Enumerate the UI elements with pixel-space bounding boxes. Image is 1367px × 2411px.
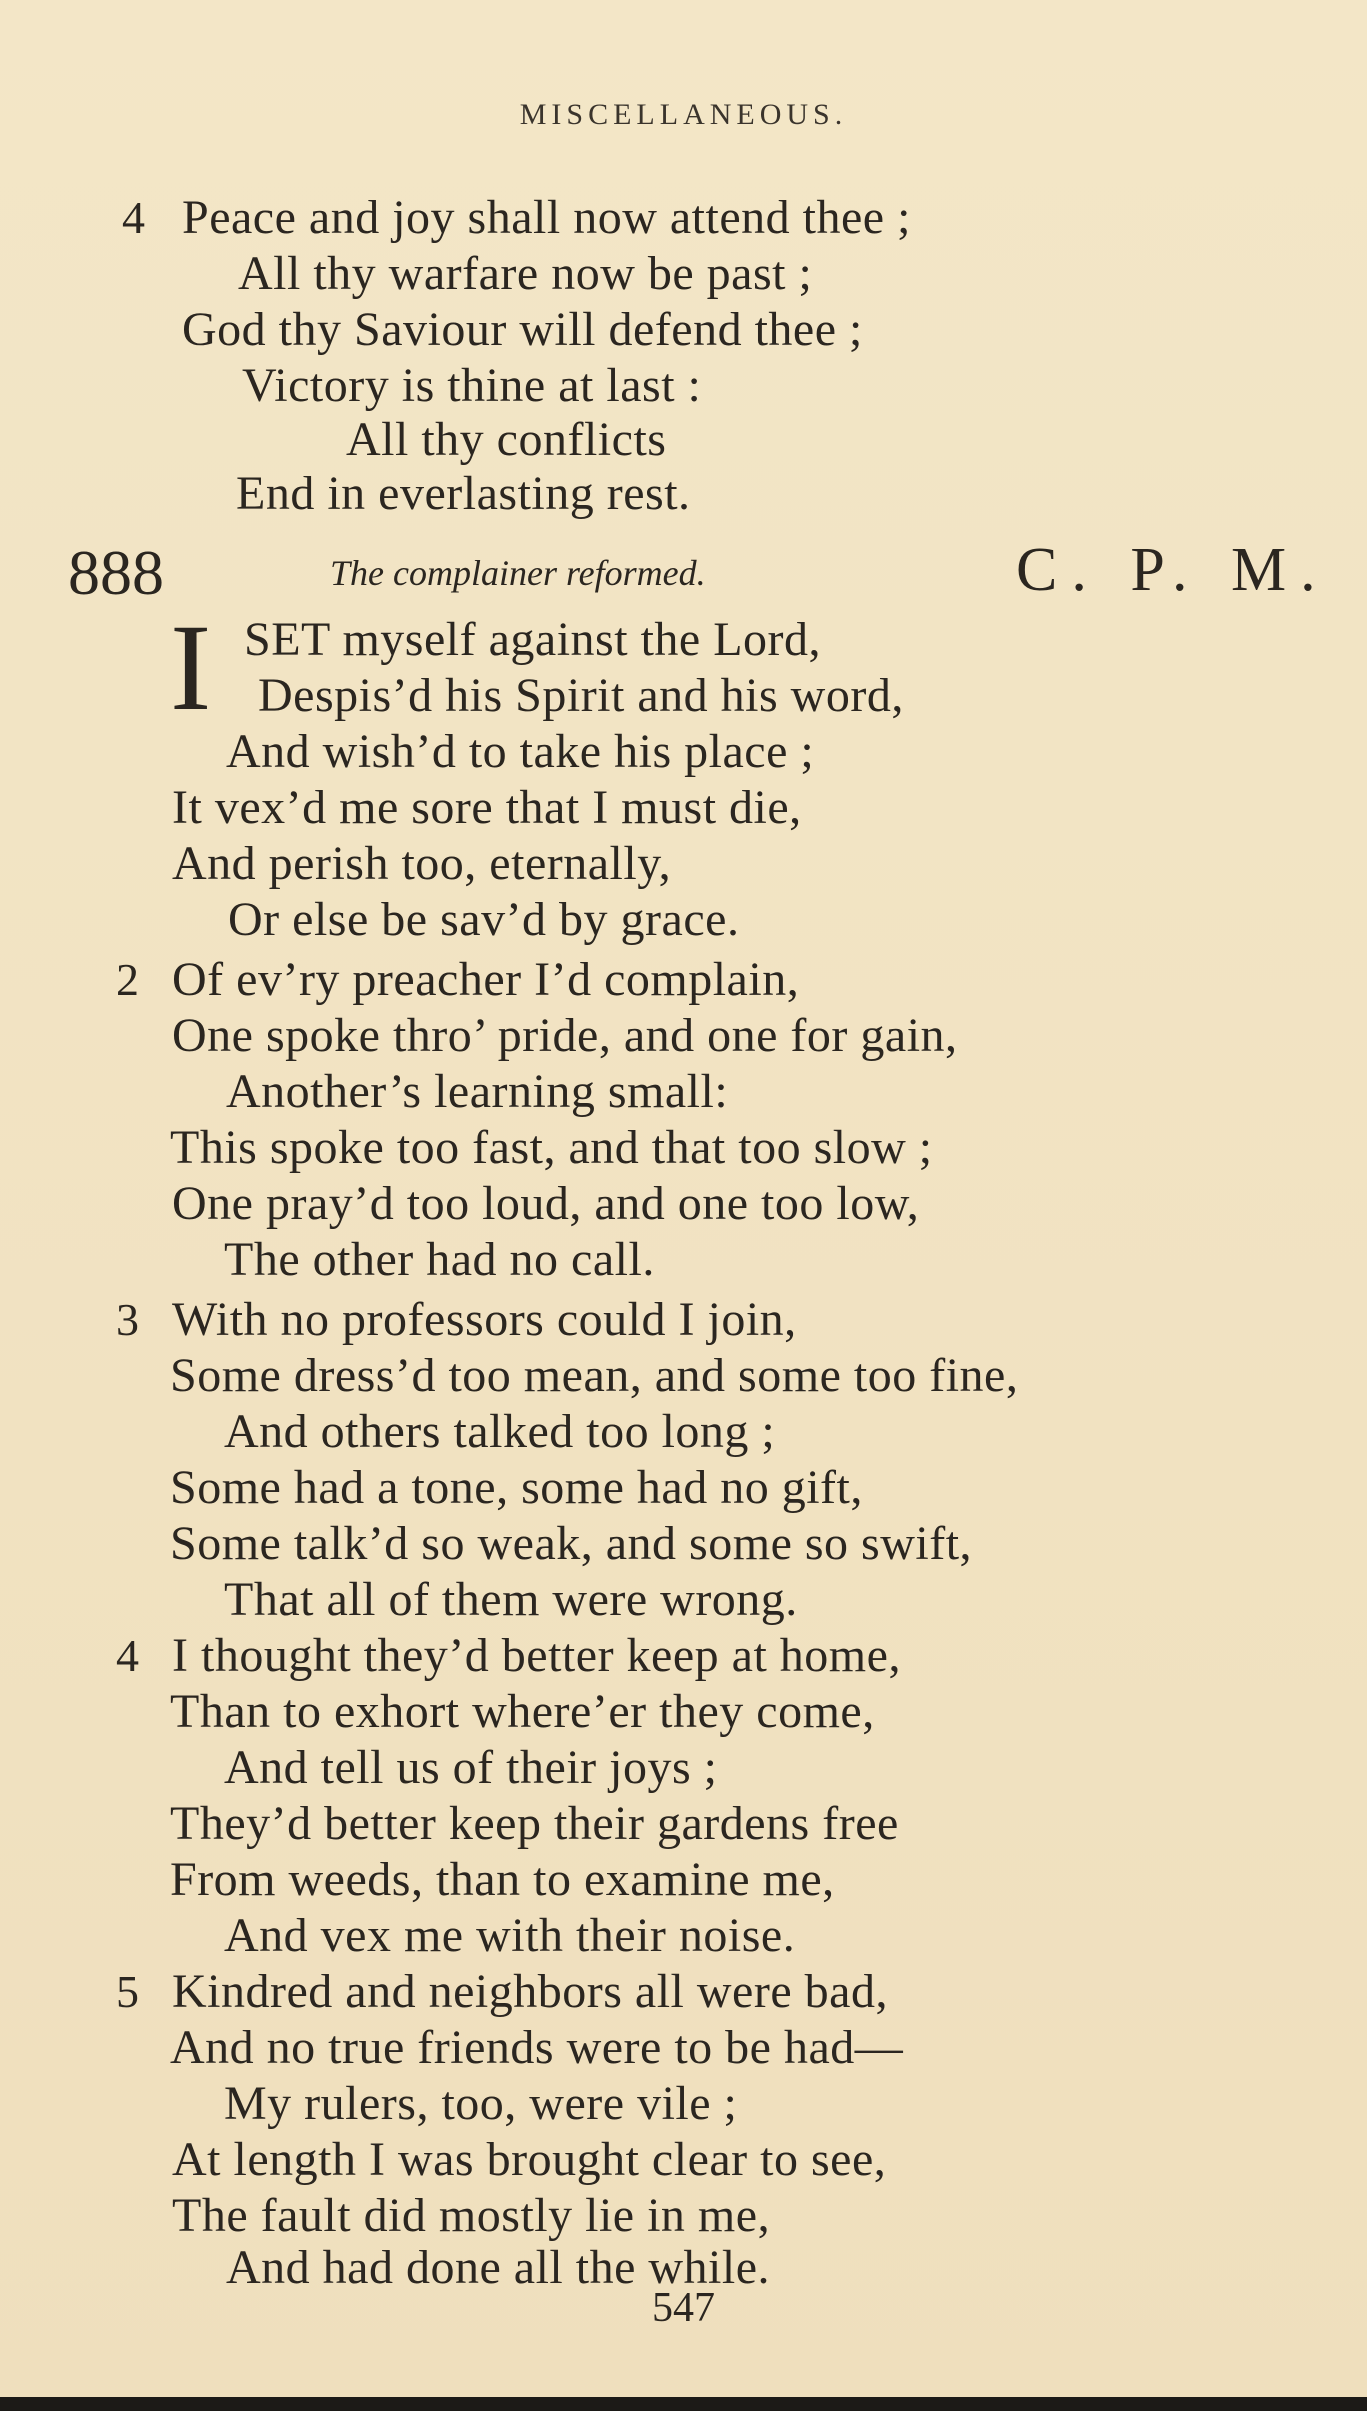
verse-line: Victory is thine at last :: [242, 359, 702, 412]
running-header: MISCELLANEOUS.: [519, 98, 848, 131]
verse-line: Or else be sav’d by grace.: [228, 893, 740, 946]
verse-line: And perish too, eternally,: [172, 837, 672, 890]
verse-line: Despis’d his Spirit and his word,: [258, 669, 904, 722]
stanza-number: 2: [116, 954, 139, 1005]
stanza-number: 5: [116, 1966, 139, 2017]
verse-line: The other had no call.: [224, 1233, 655, 1286]
verse-line: My rulers, too, were vile ;: [224, 2077, 738, 2130]
verse-line: And others talked too long ;: [224, 1405, 776, 1458]
verse-line: This spoke too fast, and that too slow ;: [170, 1121, 933, 1174]
stanza-number: 3: [116, 1294, 139, 1345]
verse-line: Another’s learning small:: [226, 1065, 729, 1118]
verse-line: Some dress’d too mean, and some too fine,: [170, 1349, 1019, 1402]
verse-line: And vex me with their noise.: [224, 1909, 796, 1962]
verse-line: One pray’d too loud, and one too low,: [172, 1177, 920, 1230]
verse-line: The fault did mostly lie in me,: [172, 2189, 771, 2242]
verse-line: One spoke thro’ pride, and one for gain,: [172, 1009, 958, 1062]
verse-line: And wish’d to take his place ;: [226, 725, 815, 778]
verse-line: And no true friends were to be had—: [170, 2021, 904, 2074]
verse-line: Peace and joy shall now attend thee ;: [182, 191, 911, 244]
verse-line: And tell us of their joys ;: [224, 1741, 718, 1794]
page-number: 547: [652, 2285, 715, 2331]
verse-line: End in everlasting rest.: [236, 467, 691, 520]
prev-stanza-number: 4: [122, 192, 145, 243]
verse-line: Kindred and neighbors all were bad,: [172, 1965, 888, 2018]
hymn-meter: C. P. M.: [1016, 536, 1330, 604]
verse-line: They’d better keep their gardens free: [170, 1797, 899, 1850]
verse-line: Than to exhort where’er they come,: [170, 1685, 875, 1738]
verse-line: From weeds, than to examine me,: [170, 1853, 835, 1906]
verse-line: And had done all the while.: [226, 2241, 771, 2294]
verse-line: It vex’d me sore that I must die,: [172, 781, 802, 834]
verse-line: SET myself against the Lord,: [244, 613, 822, 666]
verse-line: All thy conflicts: [346, 413, 667, 466]
verse-line: Of ev’ry preacher I’d complain,: [172, 953, 800, 1006]
hymn-number: 888: [68, 537, 164, 608]
page-bottom-edge: [0, 2397, 1367, 2411]
verse-line: Some had a tone, some had no gift,: [170, 1461, 863, 1514]
hymn-title: The complainer reformed.: [330, 553, 706, 593]
verse-line: That all of them were wrong.: [224, 1573, 798, 1626]
verse-line: With no professors could I join,: [172, 1293, 797, 1346]
verse-line: I thought they’d better keep at home,: [172, 1629, 901, 1682]
drop-cap: I: [170, 599, 212, 736]
verse-line: All thy warfare now be past ;: [238, 247, 813, 300]
verse-line: Some talk’d so weak, and some so swift,: [170, 1517, 973, 1570]
verse-line: At length I was brought clear to see,: [172, 2133, 887, 2186]
verse-line: God thy Saviour will defend thee ;: [182, 303, 863, 356]
stanza-number: 4: [116, 1630, 139, 1681]
